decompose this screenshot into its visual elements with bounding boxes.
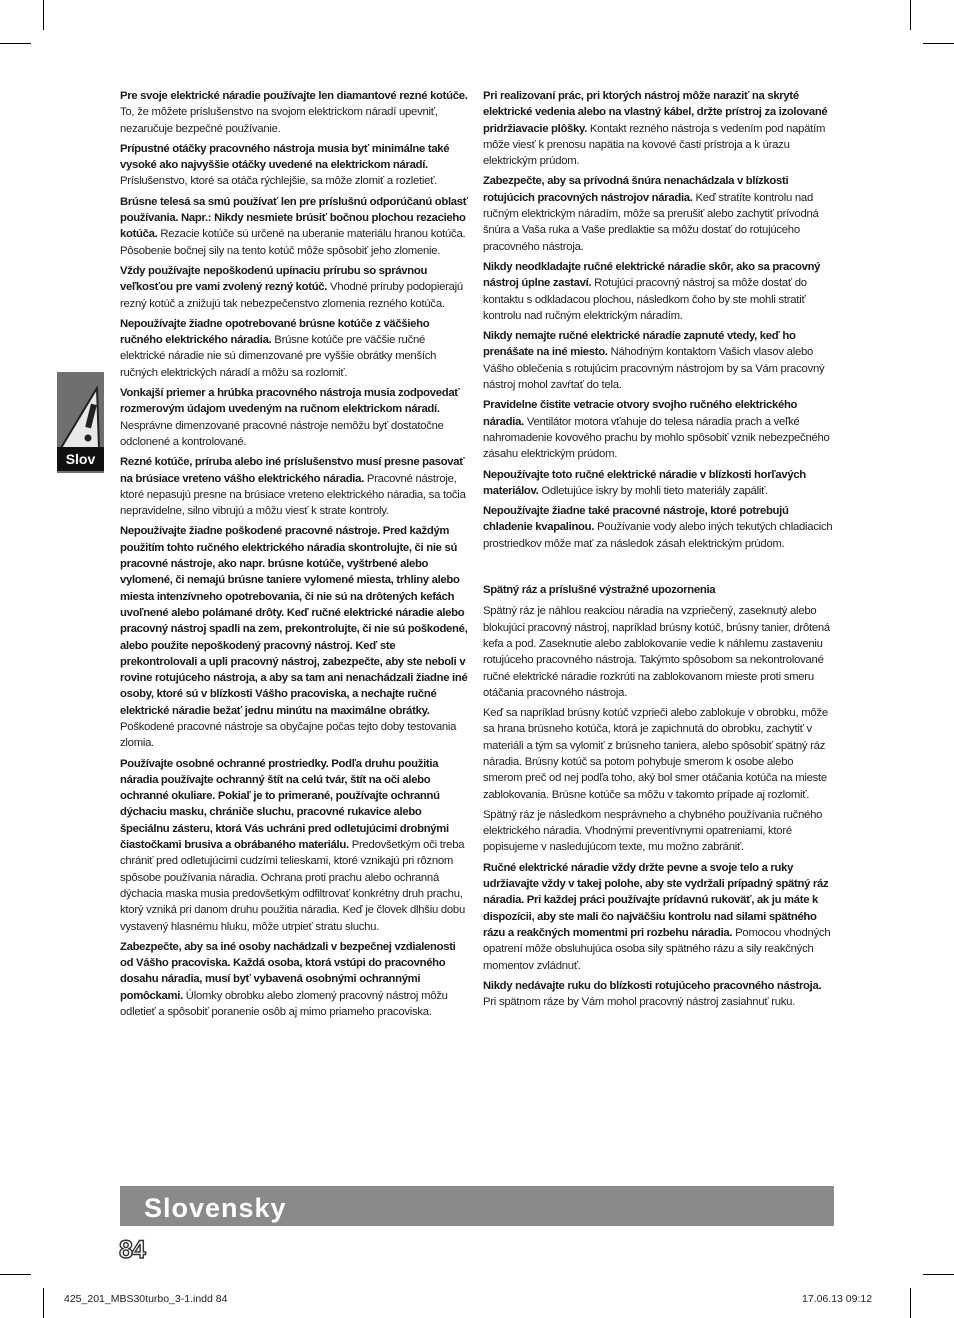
paragraph <box>120 316 470 381</box>
paragraph <box>483 173 833 254</box>
paragraph <box>483 397 833 462</box>
paragraph-text: Spätný ráz je následkom nesprávneho a chybného používania ručného elektrického náradia. Vhodnými preventívnymi opatreniami, ktoré popisujeme v nasledujúcom texte, mu možno zabrániť. <box>483 808 823 854</box>
paragraph-text: Brúsne kotúče pre väčšie ručné elektrické náradie nie sú dimenzované pre vyššie obrátky menších ručných elektrických náradí a môžu sa rozlomiť. <box>120 334 437 379</box>
kickback-section <box>483 603 833 1010</box>
paragraph <box>483 978 833 1011</box>
paragraph-bold: Vždy používajte nepoškodenú upínaciu prírubu so správnou veľkosťou pre vami zvolený rezný kotúč. <box>120 264 428 294</box>
crop-mark <box>910 0 911 30</box>
paragraph-text: To, že môžete príslušenstvo na svojom elektrickom náradí upevniť, nezaručuje bezpečné používanie. <box>120 106 438 135</box>
crop-mark <box>0 1274 31 1275</box>
paragraph <box>120 454 470 519</box>
section-title-bar <box>120 1186 834 1226</box>
paragraph-bold: Nepoužívajte žiadne poškodené pracovné nástroje. Pred každým použitím tohto ručného elektrického náradia skontrolujte, či nie sú pracovné nástroje, ako napr. brúsne kotúče, vyštrbené alebo vylomené, či nemajú brúsne taniere vylomené miesta, trhliny alebo miesta intenzívneho opotrebovania, či nie sú na drôtených kefách uvoľnené alebo polámané drôty. Keď ručné elektrické náradie alebo pracovný nástroj spadli na zem, prekontrolujte, či nie sú poškodené, alebo použite nepoškodený pracovný nástroj. Keď ste prekontrolovali a upli pracovný nástroj, zabezpečte, aby ste neboli v rovine rotujúceho nástroja, a aby sa tam ani nenachádzali žiadne iné osoby, ktoré sú v blízkosti Vášho pracoviska, a nechajte ručné elektrické náradie bežať jednu minútu na maximálne obrátky. <box>120 525 468 717</box>
footer-date: 17.06.13 09:12 <box>802 1293 873 1305</box>
paragraph-bold: Ručné elektrické náradie vždy držte pevne a svoje telo a ruky udržiavajte vždy v takej polohe, aby ste vydržali prípadný spätný ráz náradia. Pri každej práci používajte prídavnú rukoväť, ak ju máte k dispozícii, aby ste mali čo najväčšiu kontrolu nad silami spätného rázu a reakčných momentmi pri rozbehu náradia. <box>483 861 829 939</box>
paragraph-text: Príslušenstvo, ktoré sa otáča rýchlejšie, sa môže zlomiť a rozletieť. <box>120 175 438 188</box>
right-column-warnings <box>483 88 833 552</box>
paragraph <box>483 88 833 169</box>
paragraph-bold: Zabezpečte, aby sa iné osoby nachádzali v bezpečnej vzdialenosti od Vášho pracoviska. Každá osoba, ktorá vstúpi do pracovného dosahu náradia, musí byť vybavená osobnými ochrannými pomôckami. <box>120 940 456 1002</box>
left-column <box>120 88 470 1024</box>
warning-side-tab <box>57 372 104 473</box>
paragraph-text: Spätný ráz je náhlou reakciou náradia na vzpriečený, zaseknutý alebo blokujúci pracovný nástroj, napríklad brúsny kotúč, brúsny tanier, drôtená kefa a pod. Zaseknutie alebo zablokovanie vedie k náhlemu zastaveniu rotujúceho pracovného nástroja. Takýmto spôsobom sa nekontrolované ručné elektrické náradie rozkrúti na zablokovanom mieste proti smeru otáčania pracovného nástroja. <box>483 605 830 699</box>
paragraph-text: Odletujúce iskry by mohli tieto materiály zapáliť. <box>538 484 768 497</box>
crop-mark <box>0 43 31 44</box>
paragraph-bold: Nikdy nedávajte ruku do blízkosti rotujúceho pracovného nástroja. <box>483 979 822 992</box>
paragraph-text: Keď sa napríklad brúsny kotúč vzprieči alebo zablokuje v obrobku, môže sa hrana brúsneho kotúča, ktorá je zapichnutá do obrobku, zachytiť v materiáli a tým sa vylomiť z brúsneho taniera, alebo spôsobiť spätný ráz náradia. Brúsny kotúč sa potom pohybuje smerom k osobe alebo smerom preč od nej podľa toho, aký bol smer otáčania kotúča na mieste zablokovania. Brúsne kotúče sa môžu v takomto prípade aj rozlomiť. <box>483 707 828 801</box>
paragraph-text: Úlomky obrobku alebo zlomený pracovný nástroj môžu odletieť a spôsobiť poranenie osôb aj mimo priameho pracoviska. <box>120 989 448 1019</box>
crop-mark <box>923 43 954 44</box>
paragraph <box>483 807 833 856</box>
paragraph <box>120 194 470 259</box>
paragraph-bold: Používajte osobné ochranné prostriedky. Podľa druhu použitia náradia používajte ochranný štít na celú tvár, štít na oči alebo ochranné okuliare. Pokiaľ je to primerané, používajte ochrannú dýchaciu masku, chrániče sluchu, pracovné rukavice alebo špeciálnu zásteru, ktorá Vás uchráni pred odletujúcimi drobnými čiastočkami brusiva a obrábaného materiálu. <box>120 757 449 852</box>
paragraph-text: Pracovné nástroje, ktoré nepasujú presne na brúsiace vreteno elektrického náradia, sa točia nepravidelne, silno vibrujú a môžu viesť k strate kontroly. <box>120 472 466 518</box>
paragraph-text: Kontakt rezného nástroja s vedením pod napätím môže viesť k prenosu napätia na kovové časti prístroja a k úrazu elektrickým prúdom. <box>483 122 826 168</box>
paragraph-bold: Nikdy neodkladajte ručné elektrické náradie skôr, ako sa pracovný nástroj úplne zastaví. <box>483 260 821 290</box>
paragraph-text: Náhodným kontaktom Vašich vlasov alebo Vášho oblečenia s rotujúcim pracovným nástrojom by sa Vám pracovný nástroj mohol zavŕtať do tela. <box>483 346 825 392</box>
footer-file-info: 425_201_MBS30turbo_3-1.indd 84 <box>64 1293 228 1305</box>
kickback-heading: Spätný ráz a príslušné výstražné upozornenia <box>483 584 716 597</box>
crop-mark <box>923 1274 954 1275</box>
paragraph <box>120 523 470 751</box>
paragraph-text: Rotujúci pracovný nástroj sa môže dostať do kontaktu s odkladacou plochou, následkom čoho by ste mohli stratiť kontrolu nad ručným elektrickým náradím. <box>483 277 807 322</box>
paragraph <box>120 88 470 137</box>
paragraph-bold: Nikdy nemajte ručné elektrické náradie zapnuté vtedy, keď ho prenášate na iné miesto. <box>483 330 796 359</box>
paragraph-text: Pomocou vhodných opatrení môže obsluhujúca osoba sily spätného rázu a sily reakčných momentov zvládnuť. <box>483 926 831 972</box>
paragraph <box>483 467 833 500</box>
paragraph-bold: Pri realizovaní prác, pri ktorých nástroj môže naraziť na skryté elektrické vedenia alebo na vlastný kábel, držte prístroj za izolované pridržiavacie plôšky. <box>483 90 828 135</box>
paragraph-bold: Brúsne telesá sa smú používať len pre príslušnú odporúčanú oblasť používania. Napr.: Nikdy nesmiete brúsiť bočnou plochou rezacieho kotúča. <box>120 195 468 241</box>
paragraph-bold: Vonkajší priemer a hrúbka pracovného nástroja musia zodpovedať rozmerovým údajom uvedeným na ručnom elektrickom náradí. <box>120 387 460 416</box>
paragraph-bold: Prípustné otáčky pracovného nástroja musia byť minimálne také vysoké ako najvyššie otáčky uvedené na elektrickom náradí. <box>120 142 450 172</box>
paragraph-bold: Nepoužívajte žiadne opotrebované brúsne kotúče z väčšieho ručného elektrického náradia. <box>120 317 430 347</box>
section-title: Slovensky <box>144 1193 287 1223</box>
paragraph <box>483 503 833 552</box>
paragraph-text: Rezacie kotúče sú určené na uberanie materiálu hranou kotúča. Pôsobenie bočnej sily na tento kotúč môže spôsobiť jeho zlomenie. <box>120 228 466 257</box>
paragraph-text: Ventilátor motora vťahuje do telesa náradia prach a veľké nahromadenie kovového prachu by mohlo spôsobiť vznik nebezpečného zásahu elektrickým prúdom. <box>483 415 830 461</box>
crop-mark <box>910 1288 911 1318</box>
paragraph-text: Pri spätnom ráze by Vám mohol pracovný nástroj zasiahnuť ruku. <box>483 996 796 1009</box>
paragraph <box>120 756 470 935</box>
side-tab-label: Slov <box>57 447 104 471</box>
crop-mark <box>43 1288 44 1318</box>
paragraph-bold: Pre svoje elektrické náradie používajte len diamantové rezné kotúče. <box>120 90 468 102</box>
paragraph-bold: Pravidelne čistite vetracie otvory svojho ručného elektrického náradia. <box>483 399 798 428</box>
paragraph-bold: Zabezpečte, aby sa prívodná šnúra nenachádzala v blízkosti rotujúcich pracovných nástrojov náradia. <box>483 175 789 204</box>
paragraph <box>120 141 470 190</box>
paragraph-text: Nesprávne dimenzované pracovné nástroje nemôžu byť dostatočne odclonené a kontrolované. <box>120 419 444 448</box>
paragraph <box>120 385 470 450</box>
paragraph-text: Predovšetkým oči treba chrániť pred odletujúcimi cudzími telieskami, ktoré vznikajú pri rôznom spôsobe používania náradia. Ochrana proti prachu alebo ochranná dýchacia maska musia predovšetkým odfiltrovať konkrétny druh prachu, ktorý vzniká pri danom druhu použitia náradia. Keď je človek dlhšiu dobu vystavený hlasnému hluku, môže utrpieť stratu sluchu. <box>120 839 466 933</box>
paragraph-text: Používanie vody alebo iných tekutých chladiacich prostriedkov môže mať za následok zásah elektrickým prúdom. <box>483 521 833 550</box>
right-column <box>483 88 833 1014</box>
paragraph-text: Keď stratíte kontrolu nad ručným elektrickým náradím, môže sa prerušiť alebo zachytiť prívodná šnúra a Vaša ruka a Vaše predlaktie sa môžu dostať do rotujúceho pracovného nástroja. <box>483 191 819 253</box>
paragraph-text: Vhodné príruby podopierajú rezný kotúč a znižujú tak nebezpečenstvo zlomenia rezného kotúča. <box>120 281 463 310</box>
paragraph <box>483 328 833 393</box>
paragraph <box>483 259 833 324</box>
paragraph-bold: Nepoužívajte žiadne také pracovné nástroje, ktoré potrebujú chladenie kvapalinou. <box>483 505 789 534</box>
crop-mark <box>43 0 44 30</box>
paragraph <box>483 603 833 701</box>
paragraph-bold: Nepoužívajte toto ručné elektrické náradie v blízkosti horľavých materiálov. <box>483 468 806 497</box>
paragraph-text: Poškodené pracovné nástroje sa obyčajne počas tejto doby testovania zlomia. <box>120 720 457 750</box>
paragraph-bold: Rezné kotúče, príruba alebo iné príslušenstvo musí presne pasovať na brúsiace vreteno vášho elektrického náradia. <box>120 456 465 485</box>
paragraph <box>120 263 470 312</box>
page-number: 84 <box>119 1236 145 1264</box>
paragraph <box>483 860 833 974</box>
paragraph <box>483 705 833 803</box>
warning-exclamation-icon <box>57 386 104 454</box>
paragraph <box>120 939 470 1020</box>
